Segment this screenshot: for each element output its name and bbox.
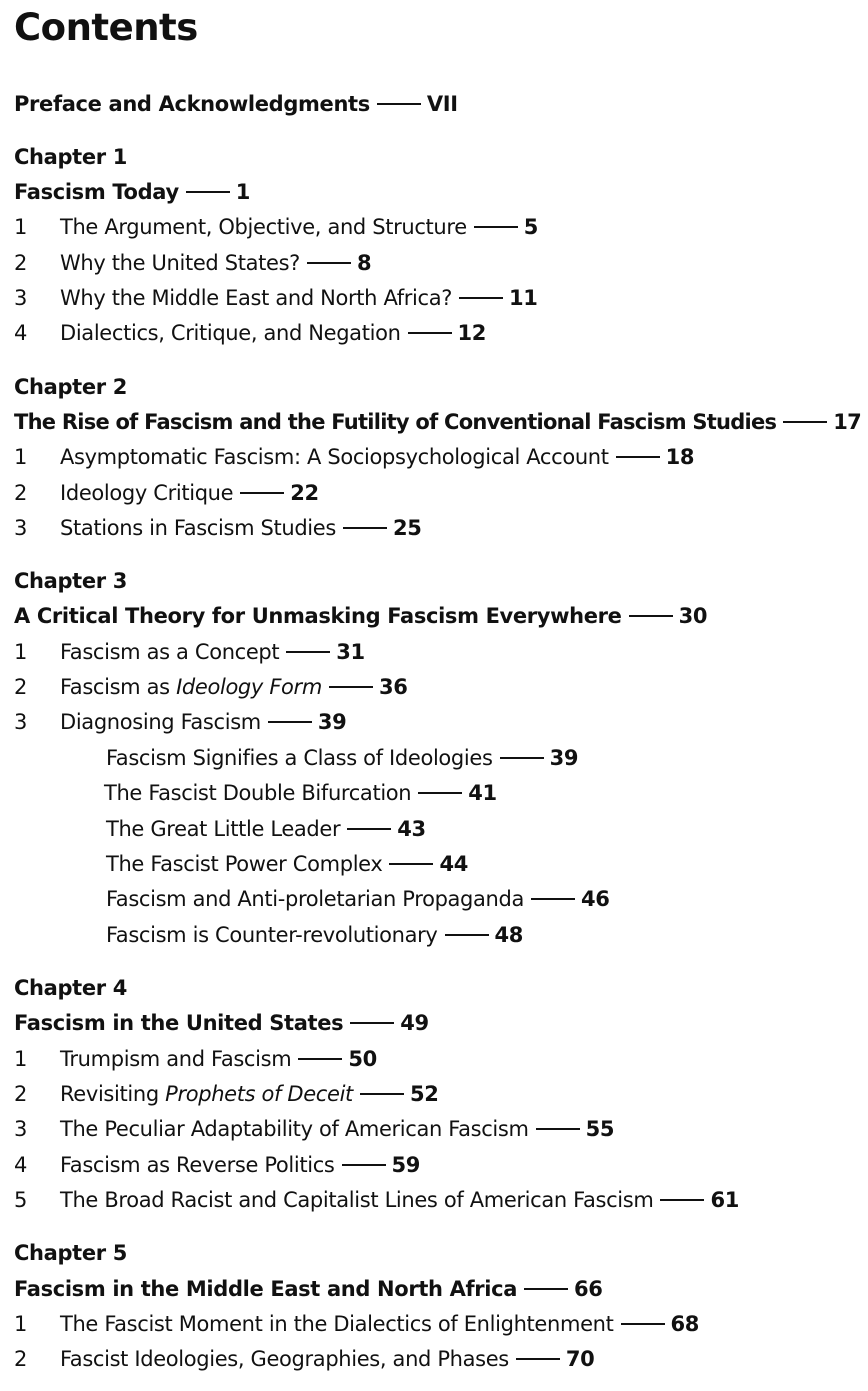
- section-number: 2: [14, 675, 28, 699]
- page-number: 66: [574, 1277, 603, 1301]
- leader-dash: [268, 721, 312, 723]
- page-number: 68: [670, 1312, 700, 1336]
- section-number: 1: [14, 640, 28, 664]
- entry-label: Fascism and Anti-proletarian Propaganda: [106, 887, 525, 911]
- section-number: 1: [14, 445, 28, 469]
- section-entry[interactable]: [14, 248, 371, 278]
- section-entry[interactable]: [14, 1185, 739, 1215]
- section-number: 4: [14, 1153, 28, 1177]
- section-entry[interactable]: [14, 478, 319, 508]
- leader-dash: [500, 757, 544, 759]
- chapter-heading: Chapter 1: [14, 145, 127, 169]
- entry-label: The Rise of Fascism and the Futility of Conventional Fascism Studies: [14, 410, 777, 434]
- entry-label-italic: Prophets of Deceit: [165, 1082, 353, 1106]
- subsection-entry[interactable]: [106, 884, 610, 914]
- section-number: 2: [14, 481, 28, 505]
- leader-dash: [616, 456, 660, 458]
- entry-label: Fascism Signifies a Class of Ideologies: [106, 746, 493, 770]
- section-number: 1: [14, 1047, 28, 1071]
- leader-dash: [342, 1164, 386, 1166]
- section-number: 2: [14, 251, 28, 275]
- leader-dash: [474, 226, 518, 228]
- entry-label: Fascism Today: [14, 180, 179, 204]
- entry-label: Stations in Fascism Studies: [60, 516, 336, 540]
- section-entry[interactable]: [14, 1150, 420, 1180]
- section-entry[interactable]: [14, 318, 486, 348]
- leader-dash: [629, 615, 673, 617]
- leader-dash: [459, 297, 503, 299]
- entry-label: Fascism as a Concept: [60, 640, 280, 664]
- section-entry[interactable]: [14, 1309, 699, 1339]
- leader-dash: [350, 1022, 394, 1024]
- entry-label: Trumpism and Fascism: [60, 1047, 292, 1071]
- page-number: 5: [523, 215, 539, 239]
- page-number: 46: [581, 887, 610, 911]
- section-entry[interactable]: [14, 212, 538, 242]
- entry-label-prefix: Revisiting: [60, 1082, 166, 1106]
- entry-label: The Fascist Moment in the Dialectics of Enlightenment: [60, 1312, 614, 1336]
- entry-label-italic: Ideology Form: [176, 675, 322, 699]
- leader-dash: [531, 898, 575, 900]
- leader-dash: [286, 651, 330, 653]
- page-number: 50: [348, 1047, 377, 1071]
- section-number: 2: [14, 1347, 28, 1371]
- leader-dash: [783, 421, 827, 423]
- leader-dash: [186, 191, 230, 193]
- section-number: 3: [14, 1117, 28, 1141]
- page-number: 11: [509, 286, 538, 310]
- leader-dash: [389, 863, 433, 865]
- page-number: 12: [457, 321, 487, 345]
- section-entry[interactable]: [14, 442, 694, 472]
- page-number: 43: [397, 817, 426, 841]
- subsection-entry[interactable]: [106, 814, 426, 844]
- leader-dash: [329, 686, 373, 688]
- section-number: 3: [14, 286, 28, 310]
- entry-label: The Peculiar Adaptability of American Fascism: [60, 1117, 529, 1141]
- section-entry[interactable]: [14, 1114, 614, 1144]
- toc-entry-preface[interactable]: [14, 89, 458, 119]
- entry-label: The Fascist Double Bifurcation: [104, 781, 412, 805]
- leader-dash: [524, 1288, 568, 1290]
- leader-dash: [660, 1199, 704, 1201]
- page-number: 44: [439, 852, 468, 876]
- chapter-title-entry[interactable]: [14, 407, 861, 437]
- entry-label: Why the Middle East and North Africa?: [60, 286, 453, 310]
- subsection-entry[interactable]: [106, 920, 523, 950]
- chapter-heading: Chapter 2: [14, 375, 127, 399]
- section-entry[interactable]: [14, 1079, 438, 1109]
- page-number: 1: [235, 180, 251, 204]
- entry-label: The Great Little Leader: [106, 817, 341, 841]
- section-entry[interactable]: [14, 1344, 594, 1374]
- page-title: Contents: [14, 6, 198, 49]
- section-entry[interactable]: [14, 1044, 377, 1074]
- section-entry[interactable]: [14, 283, 538, 313]
- section-number: 1: [14, 1312, 28, 1336]
- page-number: 36: [378, 675, 408, 699]
- chapter-title-entry[interactable]: [14, 601, 707, 631]
- leader-dash: [298, 1058, 342, 1060]
- page-number: 22: [290, 481, 319, 505]
- entry-label: Fascism is Counter-revolutionary: [106, 923, 438, 947]
- leader-dash: [516, 1358, 560, 1360]
- leader-dash: [307, 262, 351, 264]
- page-number: 70: [565, 1347, 595, 1371]
- entry-label: The Broad Racist and Capitalist Lines of American Fascism: [60, 1188, 654, 1212]
- section-number: 2: [14, 1082, 28, 1106]
- entry-label: Fascist Ideologies, Geographies, and Phases: [60, 1347, 509, 1371]
- entry-label: A Critical Theory for Unmasking Fascism Everywhere: [14, 604, 622, 628]
- chapter-heading: Chapter 3: [14, 569, 127, 593]
- page-number: 55: [585, 1117, 615, 1141]
- page-number: VII: [426, 92, 458, 116]
- subsection-entry[interactable]: [106, 849, 468, 879]
- subsection-entry[interactable]: [104, 778, 497, 808]
- leader-dash: [445, 934, 489, 936]
- page-number: 52: [409, 1082, 439, 1106]
- page-number: 41: [468, 781, 497, 805]
- page-number: 31: [336, 640, 365, 664]
- page-number: 59: [391, 1153, 421, 1177]
- leader-dash: [418, 792, 462, 794]
- page-number: 30: [678, 604, 708, 628]
- page-number: 25: [392, 516, 422, 540]
- chapter-title-entry[interactable]: [14, 177, 250, 207]
- entry-label-prefix: Fascism as: [60, 675, 177, 699]
- section-number: 4: [14, 321, 28, 345]
- leader-dash: [347, 828, 391, 830]
- chapter-heading: Chapter 5: [14, 1241, 127, 1265]
- page-number: 49: [400, 1011, 429, 1035]
- entry-label: Fascism as Reverse Politics: [60, 1153, 335, 1177]
- chapter-title-entry[interactable]: [14, 1274, 603, 1304]
- entry-label: Preface and Acknowledgments: [14, 92, 370, 116]
- page-number: 61: [710, 1188, 739, 1212]
- leader-dash: [343, 527, 387, 529]
- section-number: 3: [14, 516, 28, 540]
- page-number: 48: [494, 923, 524, 947]
- entry-label: Dialectics, Critique, and Negation: [60, 321, 401, 345]
- leader-dash: [240, 492, 284, 494]
- entry-label: Asymptomatic Fascism: A Sociopsychological Account: [60, 445, 609, 469]
- page-number: 39: [549, 746, 579, 770]
- section-number: 5: [14, 1188, 28, 1212]
- chapter-title-entry[interactable]: [14, 1008, 429, 1038]
- leader-dash: [377, 103, 421, 105]
- section-entry[interactable]: [14, 513, 422, 543]
- page-number: 39: [317, 710, 347, 734]
- page-number: 17: [833, 410, 861, 434]
- leader-dash: [408, 332, 452, 334]
- leader-dash: [621, 1323, 665, 1325]
- entry-label: The Fascist Power Complex: [106, 852, 383, 876]
- entry-label: Fascism in the United States: [14, 1011, 344, 1035]
- entry-label: Ideology Critique: [60, 481, 234, 505]
- section-entry[interactable]: [14, 637, 365, 667]
- entry-label: Fascism in the Middle East and North Africa: [14, 1277, 518, 1301]
- section-entry[interactable]: [14, 707, 346, 737]
- leader-dash: [536, 1128, 580, 1130]
- section-entry[interactable]: [14, 672, 407, 702]
- entry-label: Why the United States?: [60, 251, 300, 275]
- page-number: 8: [356, 251, 372, 275]
- entry-label: Diagnosing Fascism: [60, 710, 261, 734]
- entry-label: The Argument, Objective, and Structure: [60, 215, 467, 239]
- chapter-heading: Chapter 4: [14, 976, 127, 1000]
- subsection-entry[interactable]: [106, 743, 578, 773]
- section-number: 3: [14, 710, 28, 734]
- page-number: 18: [665, 445, 695, 469]
- section-number: 1: [14, 215, 28, 239]
- leader-dash: [360, 1093, 404, 1095]
